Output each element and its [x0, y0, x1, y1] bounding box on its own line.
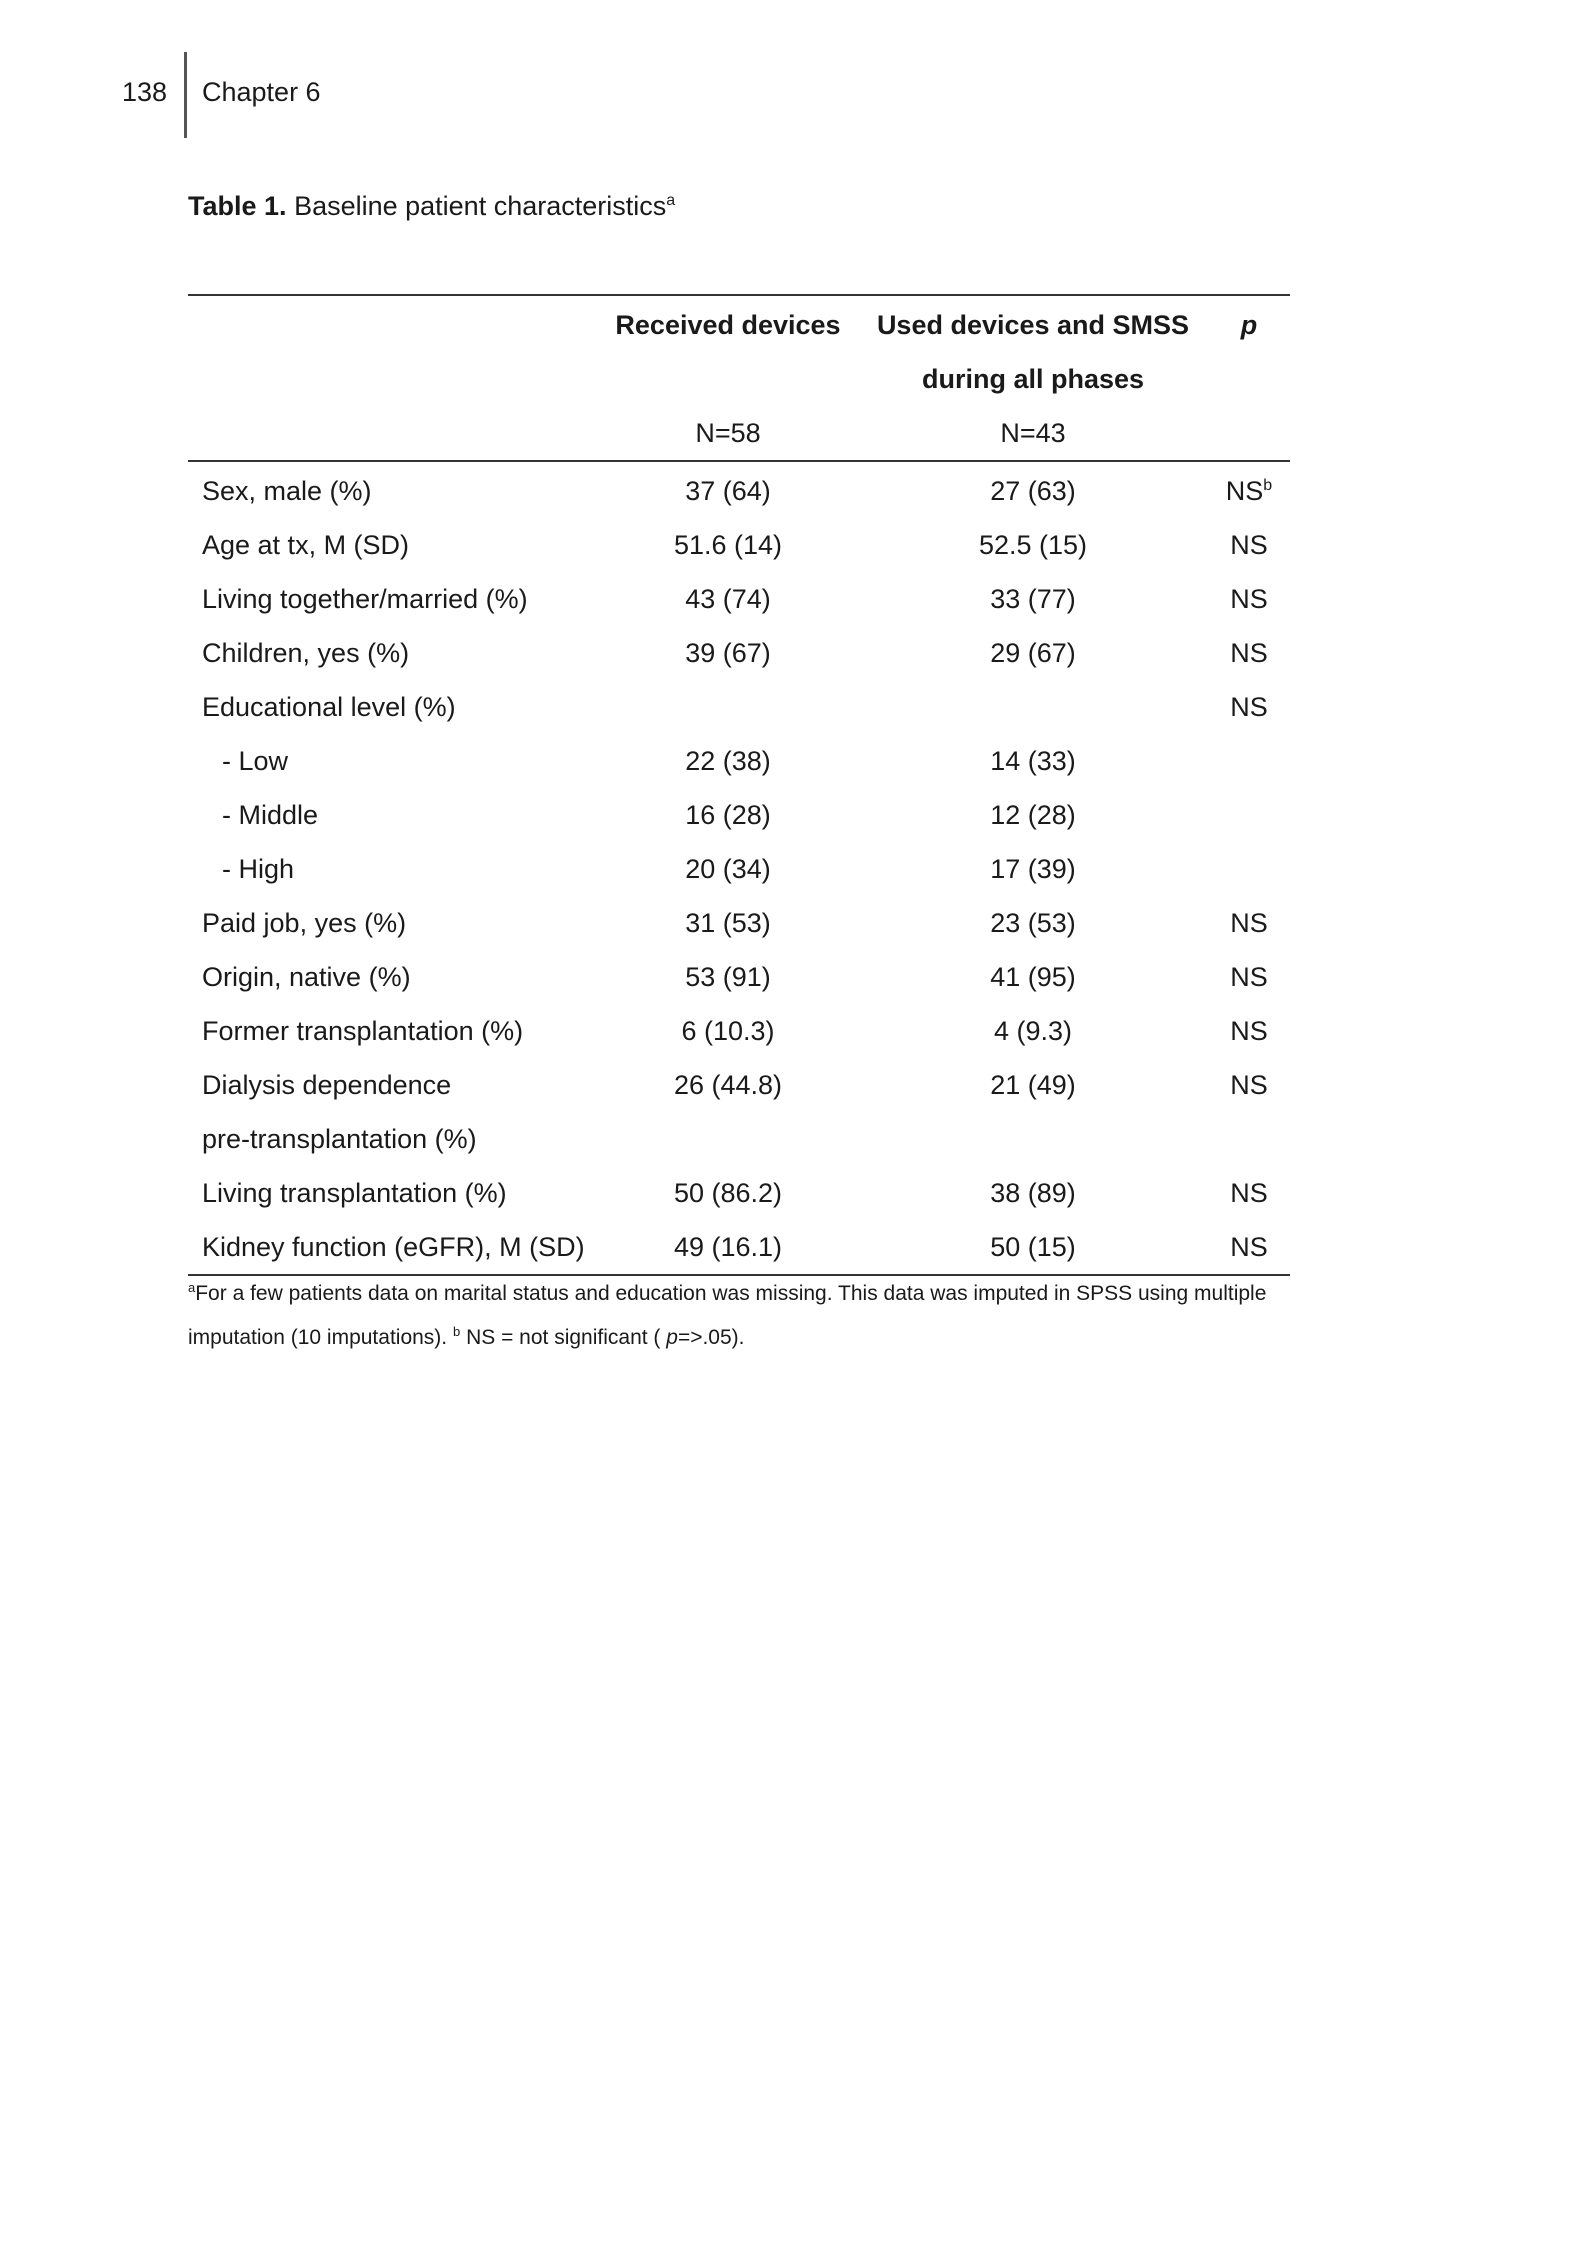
p-value [1208, 464, 1290, 518]
p-value [1208, 734, 1290, 788]
used-value: 27 (63) [990, 476, 1076, 506]
used-value: 52.5 (15) [978, 530, 1088, 560]
received-value: 50 (86.2) [673, 1178, 783, 1208]
table-n-row [188, 406, 1290, 460]
received-value: 22 (38) [685, 746, 771, 776]
p-value-text: NS [1225, 476, 1264, 506]
row-label: Children, yes (%) [202, 638, 410, 668]
table-header-row-2 [188, 352, 1290, 406]
header-divider [184, 52, 187, 138]
column-header-used: Used devices and SMSS [876, 310, 1190, 340]
row-label: Dialysis dependence [202, 1070, 452, 1100]
p-value [1208, 950, 1290, 1004]
p-value-text: NS [1230, 1016, 1268, 1046]
chapter-label: Chapter 6 [202, 77, 321, 107]
table-header-rule [188, 460, 1290, 462]
received-value: 6 (10.3) [681, 1016, 775, 1046]
p-value [1208, 572, 1290, 626]
p-value-text: NS [1230, 1232, 1268, 1262]
p-value-text: NS [1230, 908, 1268, 938]
table-row [188, 896, 1290, 950]
used-value: 29 (67) [990, 638, 1076, 668]
footnote-marker-b: b [452, 1324, 461, 1339]
footnote-p-symbol: p [666, 1326, 678, 1349]
received-value: 49 (16.1) [673, 1232, 783, 1262]
table-caption-label: Table 1. [188, 191, 287, 221]
footnote-text-b: NS = not significant ( [466, 1326, 661, 1349]
row-label: - Low [222, 746, 289, 776]
row-label: Kidney function (eGFR), M (SD) [202, 1232, 585, 1262]
p-value-text: NS [1230, 584, 1268, 614]
p-value-text: NS [1230, 692, 1268, 722]
p-value [1208, 896, 1290, 950]
received-value: 31 (53) [685, 908, 771, 938]
table-row [188, 1220, 1290, 1274]
used-value: 38 (89) [990, 1178, 1076, 1208]
footnote-marker-a: a [188, 1280, 196, 1295]
table-row [188, 1004, 1290, 1058]
table-caption-text: Baseline patient characteristics [294, 191, 667, 221]
table-caption [188, 188, 675, 224]
footnote-text-b-end: =>.05). [677, 1326, 745, 1349]
page-header [0, 0, 1594, 140]
table-header-row [188, 298, 1290, 352]
used-n: N=43 [1000, 418, 1066, 448]
used-value: 14 (33) [990, 746, 1076, 776]
p-value-superscript: b [1263, 477, 1273, 494]
table-row [188, 950, 1290, 1004]
p-value [1208, 1220, 1290, 1274]
p-value-text: NS [1230, 962, 1268, 992]
received-value: 20 (34) [685, 854, 771, 884]
p-value [1208, 1112, 1290, 1166]
table-row [188, 842, 1290, 896]
table-top-rule [188, 294, 1290, 296]
p-value-text: NS [1230, 530, 1268, 560]
column-header-received: Received devices [615, 310, 841, 340]
table-caption-superscript: a [666, 192, 676, 209]
used-value: 12 (28) [990, 800, 1076, 830]
p-value [1208, 1004, 1290, 1058]
used-value: 21 (49) [990, 1070, 1076, 1100]
table-row [188, 572, 1290, 626]
table-row [188, 518, 1290, 572]
used-value: 41 (95) [990, 962, 1076, 992]
received-value [608, 1112, 848, 1166]
p-value [1208, 626, 1290, 680]
row-label: pre-transplantation (%) [202, 1124, 477, 1154]
table-row [188, 1166, 1290, 1220]
p-value-text: NS [1230, 1070, 1268, 1100]
received-value: 43 (74) [685, 584, 771, 614]
row-label: Former transplantation (%) [202, 1016, 524, 1046]
received-value: 37 (64) [685, 476, 771, 506]
row-label: Sex, male (%) [202, 476, 372, 506]
p-value-text: NS [1230, 638, 1268, 668]
p-value [1208, 788, 1290, 842]
row-label: Paid job, yes (%) [202, 908, 407, 938]
used-value: 17 (39) [990, 854, 1076, 884]
row-label: Living together/married (%) [202, 584, 528, 614]
used-value: 23 (53) [990, 908, 1076, 938]
row-label: - High [222, 854, 295, 884]
table-footnote [188, 1272, 1338, 1360]
received-value: 39 (67) [685, 638, 771, 668]
table-row [188, 734, 1290, 788]
p-value [1208, 1166, 1290, 1220]
row-label: Age at tx, M (SD) [202, 530, 410, 560]
p-value [1208, 680, 1290, 734]
received-n: N=58 [695, 418, 761, 448]
table-row [188, 788, 1290, 842]
received-value: 26 (44.8) [673, 1070, 783, 1100]
table-row [188, 626, 1290, 680]
used-value: 50 (15) [990, 1232, 1076, 1262]
p-value [1208, 842, 1290, 896]
column-header-used-line2: during all phases [921, 364, 1145, 394]
used-value [858, 1112, 1208, 1166]
row-label: - Middle [222, 800, 319, 830]
table-row [188, 1058, 1290, 1112]
table-row [188, 680, 1290, 734]
page-number: 138 [122, 77, 168, 107]
received-value [608, 680, 848, 734]
table-row [188, 464, 1290, 518]
received-value: 16 (28) [685, 800, 771, 830]
p-value [1208, 518, 1290, 572]
p-value-text: NS [1230, 1178, 1268, 1208]
used-value [858, 680, 1208, 734]
row-label: Living transplantation (%) [202, 1178, 507, 1208]
row-label: Origin, native (%) [202, 962, 411, 992]
column-header-p: p [1240, 310, 1258, 340]
used-value: 4 (9.3) [993, 1016, 1073, 1046]
used-value: 33 (77) [990, 584, 1076, 614]
received-value: 53 (91) [685, 962, 771, 992]
row-label: Educational level (%) [202, 692, 456, 722]
p-value [1208, 1058, 1290, 1112]
footnote-text-a: For a few patients data on marital status and education was missing. This data was imputed in SPSS using multiple imputation (10 imputations). [188, 1282, 1267, 1349]
received-value: 51.6 (14) [673, 530, 783, 560]
table-row [188, 1112, 1290, 1166]
